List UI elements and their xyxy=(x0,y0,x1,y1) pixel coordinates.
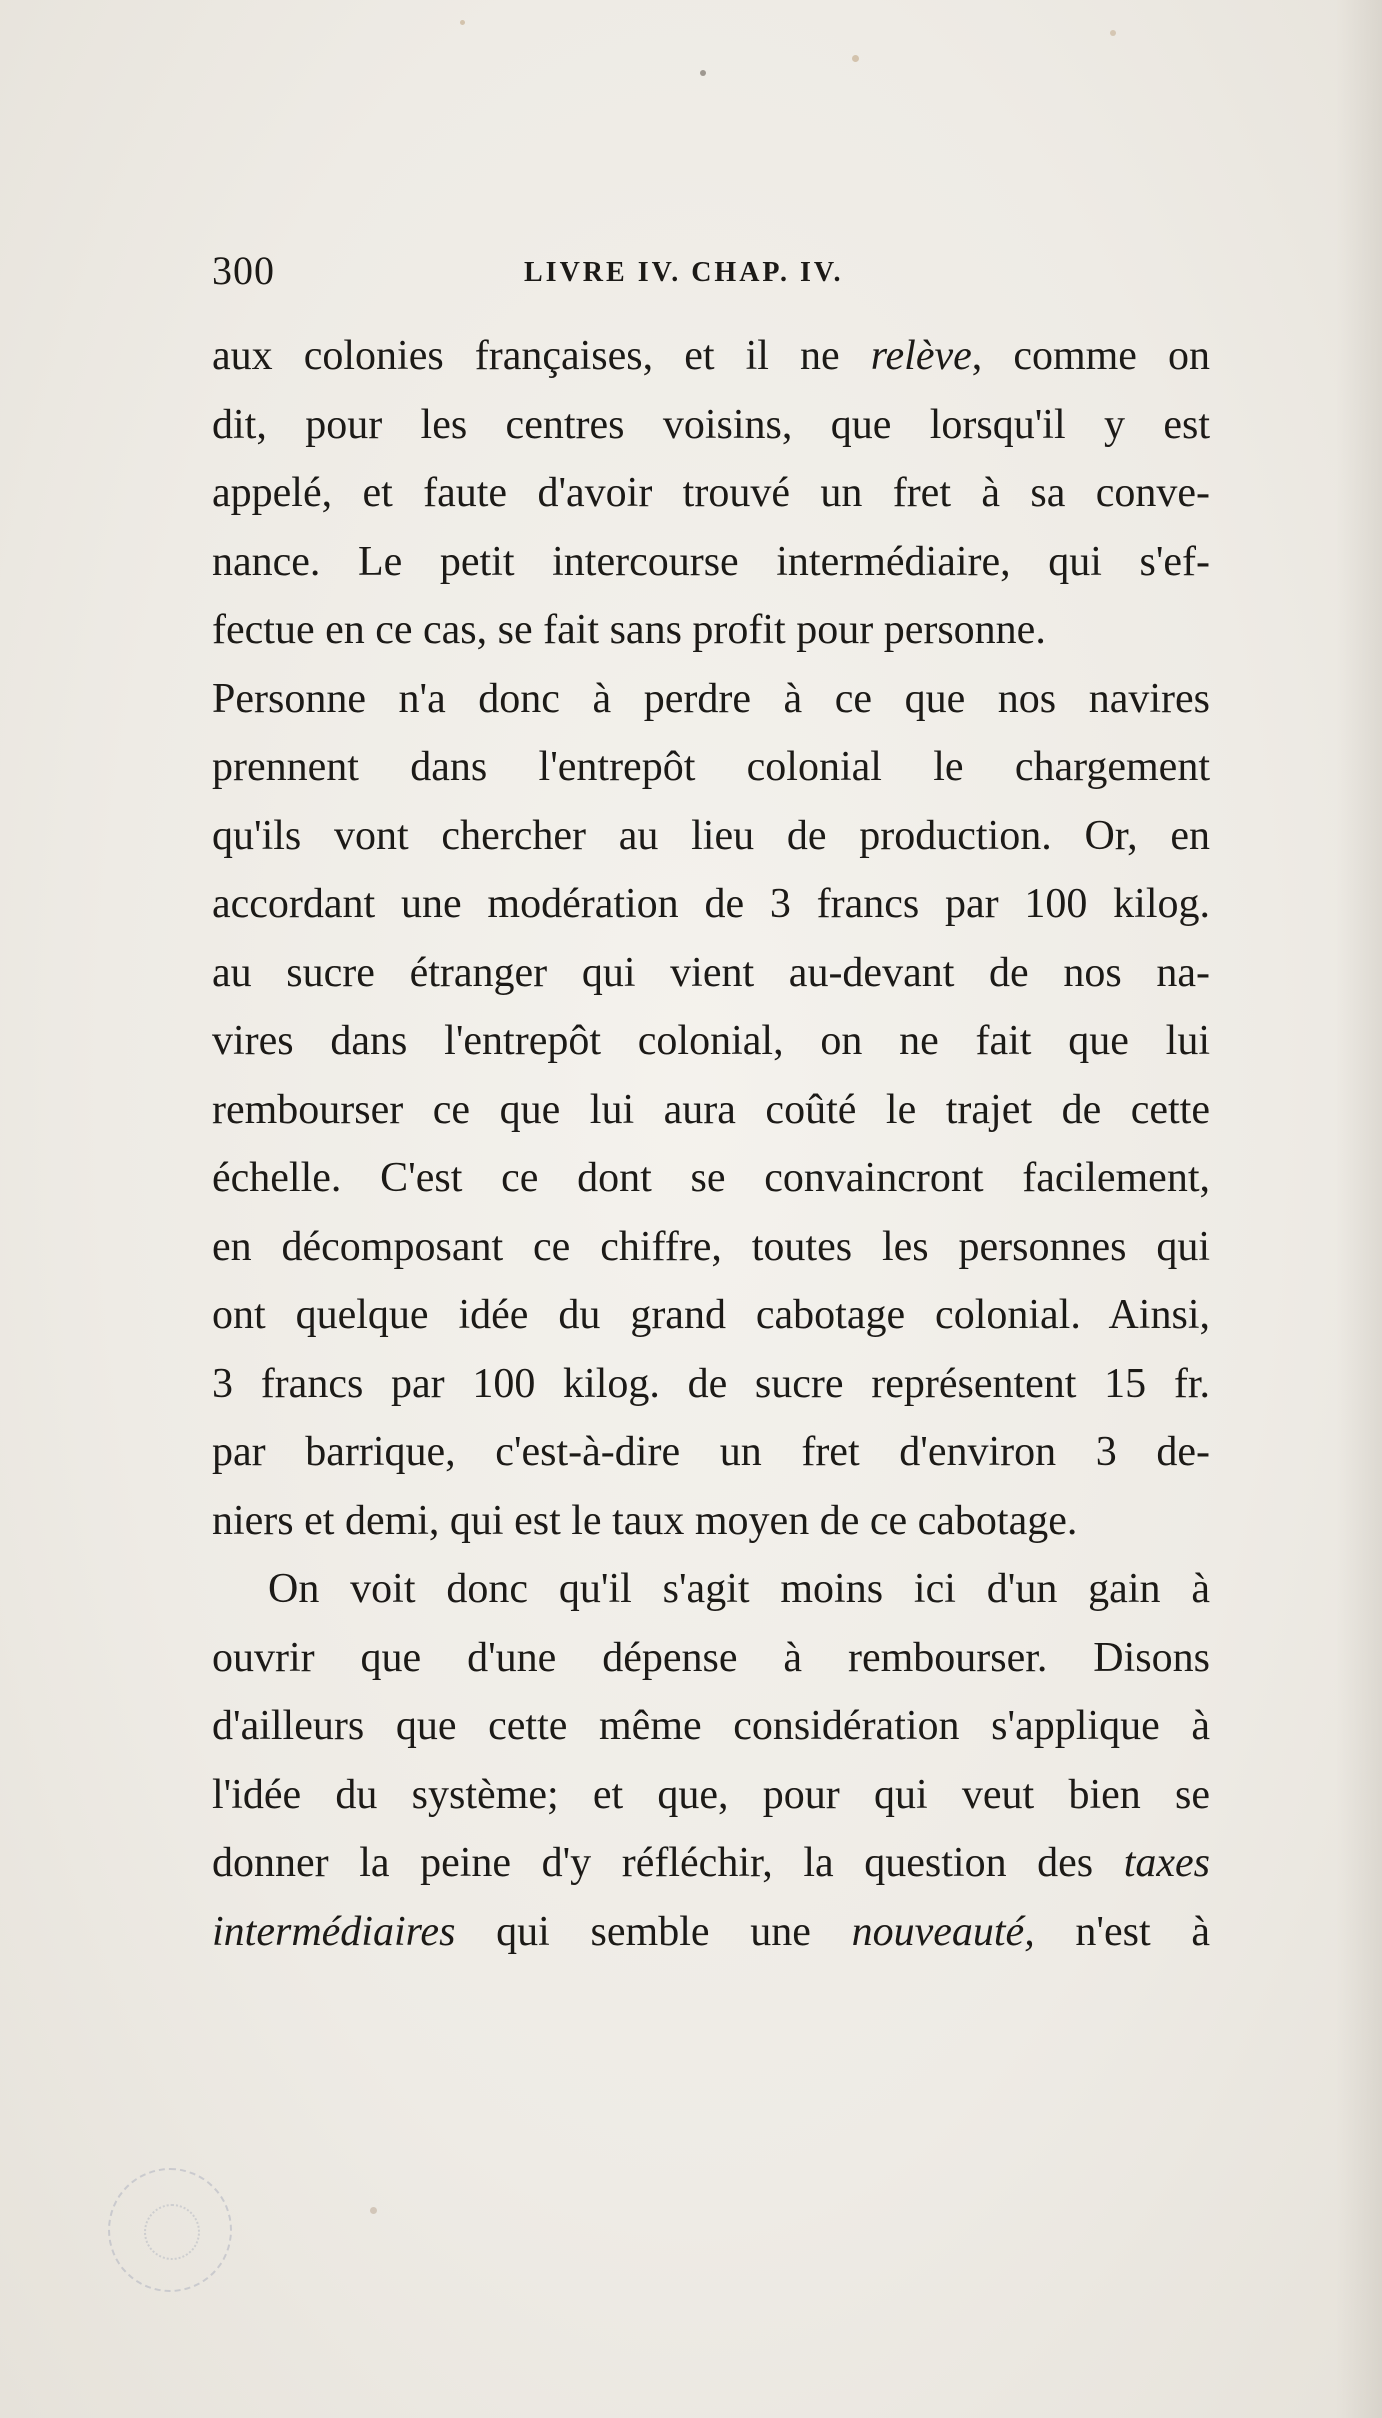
paper-speck xyxy=(700,70,706,76)
text-line: donner la peine d'y réfléchir, la question des taxes xyxy=(212,1840,1210,1886)
page-header xyxy=(212,247,1210,307)
text-line: nance. Le petit intercourse intermédiaire, qui s'ef- xyxy=(212,538,1210,585)
library-stamp-mark xyxy=(108,2168,232,2292)
text-line: prennent dans l'entrepôt colonial le chargement xyxy=(212,744,1210,790)
text-line: par barrique, c'est-à-dire un fret d'environ 3 de- xyxy=(212,1429,1210,1475)
paper-speck xyxy=(852,55,859,62)
text-line: en décomposant ce chiffre, toutes les personnes qui xyxy=(212,1223,1210,1270)
text-line: rembourser ce que lui aura coûté le trajet de cette xyxy=(212,1086,1210,1133)
text-line: 3 francs par 100 kilog. de sucre représentent 15 fr. xyxy=(212,1360,1210,1407)
text-line: ont quelque idée du grand cabotage colonial. Ainsi, xyxy=(212,1292,1210,1338)
page-number: 300 xyxy=(212,248,275,293)
text-line: qu'ils vont chercher au lieu de production. Or, en xyxy=(212,812,1210,859)
text-line: vires dans l'entrepôt colonial, on ne fait que lui xyxy=(212,1018,1210,1064)
paragraph-start-line: On voit donc qu'il s'agit moins ici d'un gain à xyxy=(268,1566,1210,1612)
text-line: aux colonies françaises, et il ne relève, comme on xyxy=(212,333,1210,379)
body-text xyxy=(212,322,1210,1966)
page-gutter-shadow xyxy=(1336,0,1382,2418)
text-line: l'idée du système; et que, pour qui veut bien se xyxy=(212,1771,1210,1818)
text-line: accordant une modération de 3 francs par 100 kilog. xyxy=(212,881,1210,927)
text-line: niers et demi, qui est le taux moyen de ce cabotage. xyxy=(212,1497,1078,1544)
text-line: dit, pour les centres voisins, que lorsqu'il y est xyxy=(212,401,1210,448)
paper-speck xyxy=(460,20,465,25)
running-head: LIVRE IV. CHAP. IV. xyxy=(524,257,844,288)
text-line: intermédiaires qui semble une nouveauté, n'est à xyxy=(212,1908,1210,1955)
text-line: échelle. C'est ce dont se convaincront facilement, xyxy=(212,1155,1210,1201)
text-line: appelé, et faute d'avoir trouvé un fret à sa conve- xyxy=(212,470,1210,516)
text-line: Personne n'a donc à perdre à ce que nos navires xyxy=(212,675,1210,722)
paper-speck xyxy=(370,2207,377,2214)
text-line: fectue en ce cas, se fait sans profit pour personne. xyxy=(212,607,1046,653)
library-stamp-inner-ring xyxy=(144,2204,200,2260)
text-line: ouvrir que d'une dépense à rembourser. Disons xyxy=(212,1634,1210,1681)
paper-speck xyxy=(1110,30,1116,36)
text-line: d'ailleurs que cette même considération s'applique à xyxy=(212,1703,1210,1749)
text-line: au sucre étranger qui vient au-devant de nos na- xyxy=(212,949,1210,996)
